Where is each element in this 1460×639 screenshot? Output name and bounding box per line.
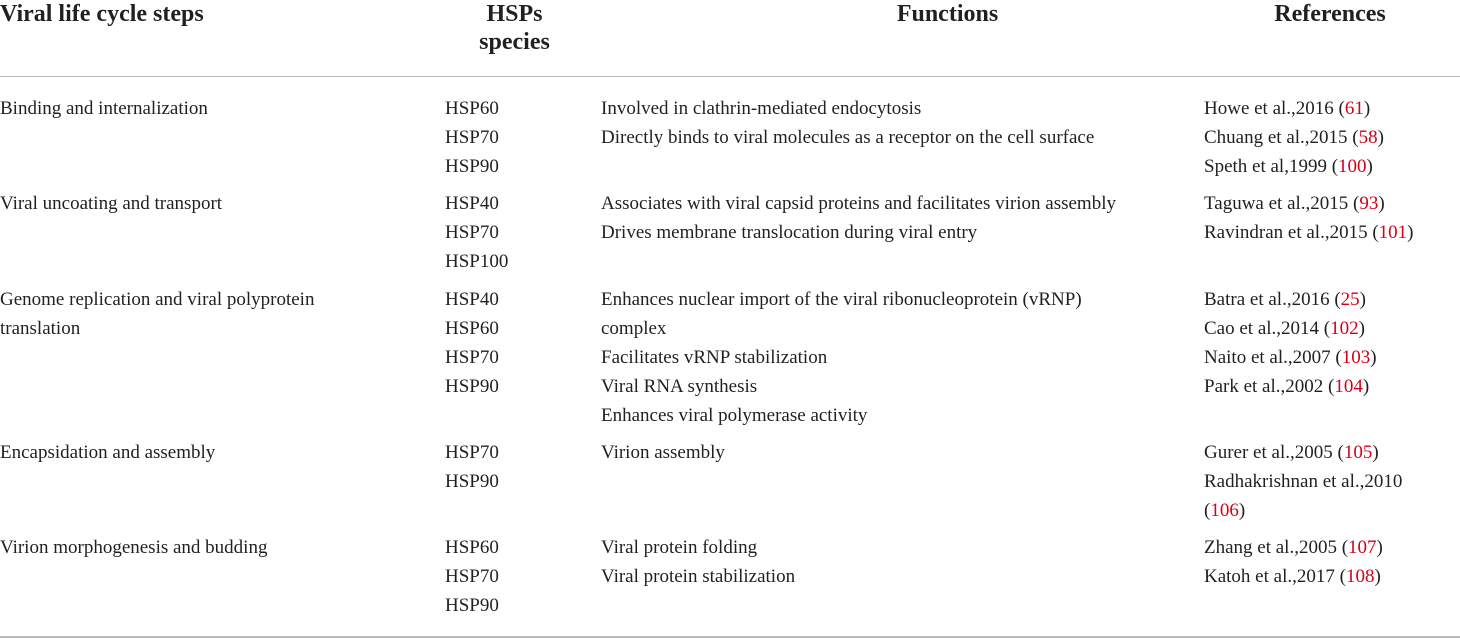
reference-number-link[interactable]: 93 — [1359, 193, 1379, 214]
reference-text: ( — [1204, 500, 1211, 521]
cell-functions — [601, 189, 1116, 247]
cell-functions-line: Involved in clathrin-mediated endocytosis — [601, 98, 922, 119]
header-viral-life-cycle-steps: Viral life cycle steps — [0, 1, 204, 27]
reference-text: Zhang et al.,2005 ( — [1204, 537, 1349, 558]
cell-references — [1204, 438, 1402, 525]
cell-hsp-species-line: HSP60 — [445, 98, 499, 119]
cell-hsp-species-line: HSP90 — [445, 156, 499, 177]
cell-life-cycle-step — [0, 533, 420, 562]
header-functions: Functions — [896, 1, 999, 27]
header-hsps-line1: HSPs — [486, 1, 543, 27]
reference-number-link[interactable]: 101 — [1378, 222, 1408, 243]
header-hsps-line2: species — [479, 29, 550, 55]
reference-entry — [1204, 189, 1413, 218]
cell-hsp-species-line: HSP70 — [445, 127, 499, 148]
reference-entry — [1204, 314, 1377, 343]
cell-hsp-species — [445, 533, 499, 620]
cell-hsp-species-line: HSP90 — [445, 471, 499, 492]
cell-functions-line: Enhances nuclear import of the viral ribonucleoprotein (vRNP) — [601, 289, 1082, 310]
reference-close: ) — [1370, 347, 1377, 368]
reference-number-link[interactable]: 105 — [1343, 442, 1373, 463]
cell-references — [1204, 285, 1377, 401]
cell-hsp-species-line: HSP60 — [445, 318, 499, 339]
cell-hsp-species-line: HSP70 — [445, 222, 499, 243]
cell-life-cycle-step-line: Genome replication and viral polyprotein — [0, 289, 315, 310]
cell-hsp-species-line: HSP100 — [445, 251, 509, 272]
reference-close: ) — [1358, 318, 1365, 339]
cell-functions — [601, 438, 725, 467]
reference-text: Taguwa et al.,2015 ( — [1204, 193, 1360, 214]
reference-number-link[interactable]: 104 — [1334, 376, 1363, 397]
reference-entry — [1204, 152, 1384, 181]
reference-text: Park et al.,2002 ( — [1204, 376, 1335, 397]
cell-functions-line: Viral protein folding — [601, 537, 758, 558]
reference-entry — [1204, 533, 1383, 562]
cell-references — [1204, 94, 1384, 181]
reference-text: Howe et al.,2016 ( — [1204, 98, 1345, 119]
cell-life-cycle-step — [0, 189, 420, 218]
reference-close: ) — [1377, 127, 1384, 148]
reference-number-link[interactable]: 108 — [1345, 566, 1375, 587]
reference-entry — [1204, 285, 1377, 314]
cell-functions — [601, 533, 795, 591]
cell-hsp-species-line: HSP40 — [445, 289, 499, 310]
reference-close: ) — [1376, 537, 1383, 558]
reference-text: Batra et al.,2016 ( — [1204, 289, 1341, 310]
reference-number-link[interactable]: 106 — [1210, 500, 1239, 521]
cell-life-cycle-step — [0, 94, 420, 123]
reference-number-link[interactable]: 107 — [1348, 537, 1377, 558]
cell-hsp-species-line: HSP60 — [445, 537, 499, 558]
reference-close: ) — [1366, 156, 1373, 177]
cell-references — [1204, 533, 1383, 591]
reference-close: ) — [1378, 193, 1385, 214]
cell-hsp-species-line: HSP70 — [445, 347, 499, 368]
cell-functions-line: Viral RNA synthesis — [601, 376, 758, 397]
cell-functions — [601, 94, 1094, 152]
cell-functions — [601, 285, 1082, 430]
cell-life-cycle-step-line: Viral uncoating and transport — [0, 193, 223, 214]
reference-entry — [1204, 496, 1402, 525]
cell-functions-line: Viral protein stabilization — [601, 566, 796, 587]
reference-close: ) — [1238, 500, 1246, 521]
cell-life-cycle-step-line: Virion morphogenesis and budding — [0, 537, 268, 558]
reference-text: Speth et al,1999 ( — [1204, 156, 1339, 177]
reference-close: ) — [1372, 442, 1379, 463]
reference-text: Katoh et al.,2017 ( — [1204, 566, 1346, 587]
cell-hsp-species-line: HSP90 — [445, 376, 499, 397]
header-references: References — [1274, 1, 1386, 27]
reference-close: ) — [1407, 222, 1414, 243]
reference-entry — [1204, 562, 1383, 591]
reference-number-link[interactable]: 58 — [1358, 127, 1378, 148]
cell-functions-line: Associates with viral capsid proteins and facilitates virion assembly — [601, 193, 1116, 214]
cell-life-cycle-step — [0, 285, 420, 343]
cell-functions-line: complex — [601, 318, 667, 339]
reference-text: Naito et al.,2007 ( — [1204, 347, 1342, 368]
reference-text: Chuang et al.,2015 ( — [1204, 127, 1359, 148]
cell-life-cycle-step-line: Encapsidation and assembly — [0, 442, 216, 463]
reference-entry — [1204, 94, 1384, 123]
cell-functions-line: Enhances viral polymerase activity — [601, 405, 868, 426]
cell-hsp-species-line: HSP70 — [445, 566, 499, 587]
reference-text: Cao et al.,2014 ( — [1204, 318, 1331, 339]
cell-life-cycle-step-line: Binding and internalization — [0, 98, 208, 119]
reference-entry — [1204, 123, 1384, 152]
reference-close: ) — [1363, 98, 1371, 119]
reference-text: Ravindran et al.,2015 ( — [1204, 222, 1379, 243]
reference-number-link[interactable]: 25 — [1340, 289, 1360, 310]
cell-hsp-species — [445, 189, 508, 276]
reference-number-link[interactable]: 102 — [1330, 318, 1359, 339]
reference-entry — [1204, 467, 1402, 496]
reference-number-link[interactable]: 61 — [1344, 98, 1364, 119]
header-hsps-species — [452, 0, 577, 56]
cell-references — [1204, 189, 1413, 247]
reference-entry — [1204, 438, 1402, 467]
reference-close: ) — [1359, 289, 1366, 310]
reference-close: ) — [1362, 376, 1370, 397]
table-bottom-rule — [0, 636, 1460, 638]
reference-text: Gurer et al.,2005 ( — [1204, 442, 1344, 463]
cell-life-cycle-step — [0, 438, 420, 467]
cell-life-cycle-step-line: translation — [0, 318, 81, 339]
table-header — [0, 0, 1460, 77]
cell-hsp-species — [445, 438, 499, 496]
cell-functions-line: Virion assembly — [601, 442, 725, 463]
cell-hsp-species-line: HSP90 — [445, 595, 499, 616]
reference-entry — [1204, 218, 1413, 247]
cell-functions-line: Drives membrane translocation during viral entry — [601, 222, 978, 243]
cell-hsp-species — [445, 94, 499, 181]
reference-close: ) — [1374, 566, 1381, 587]
reference-number-link[interactable]: 103 — [1341, 347, 1371, 368]
reference-text: Radhakrishnan et al.,2010 — [1204, 471, 1403, 492]
reference-number-link[interactable]: 100 — [1338, 156, 1367, 177]
reference-entry — [1204, 343, 1377, 372]
cell-functions-line: Facilitates vRNP stabilization — [601, 347, 828, 368]
reference-entry — [1204, 372, 1377, 401]
cell-functions-line: Directly binds to viral molecules as a receptor on the cell surface — [601, 127, 1095, 148]
cell-hsp-species-line: HSP70 — [445, 442, 499, 463]
cell-hsp-species-line: HSP40 — [445, 193, 499, 214]
cell-hsp-species — [445, 285, 499, 401]
